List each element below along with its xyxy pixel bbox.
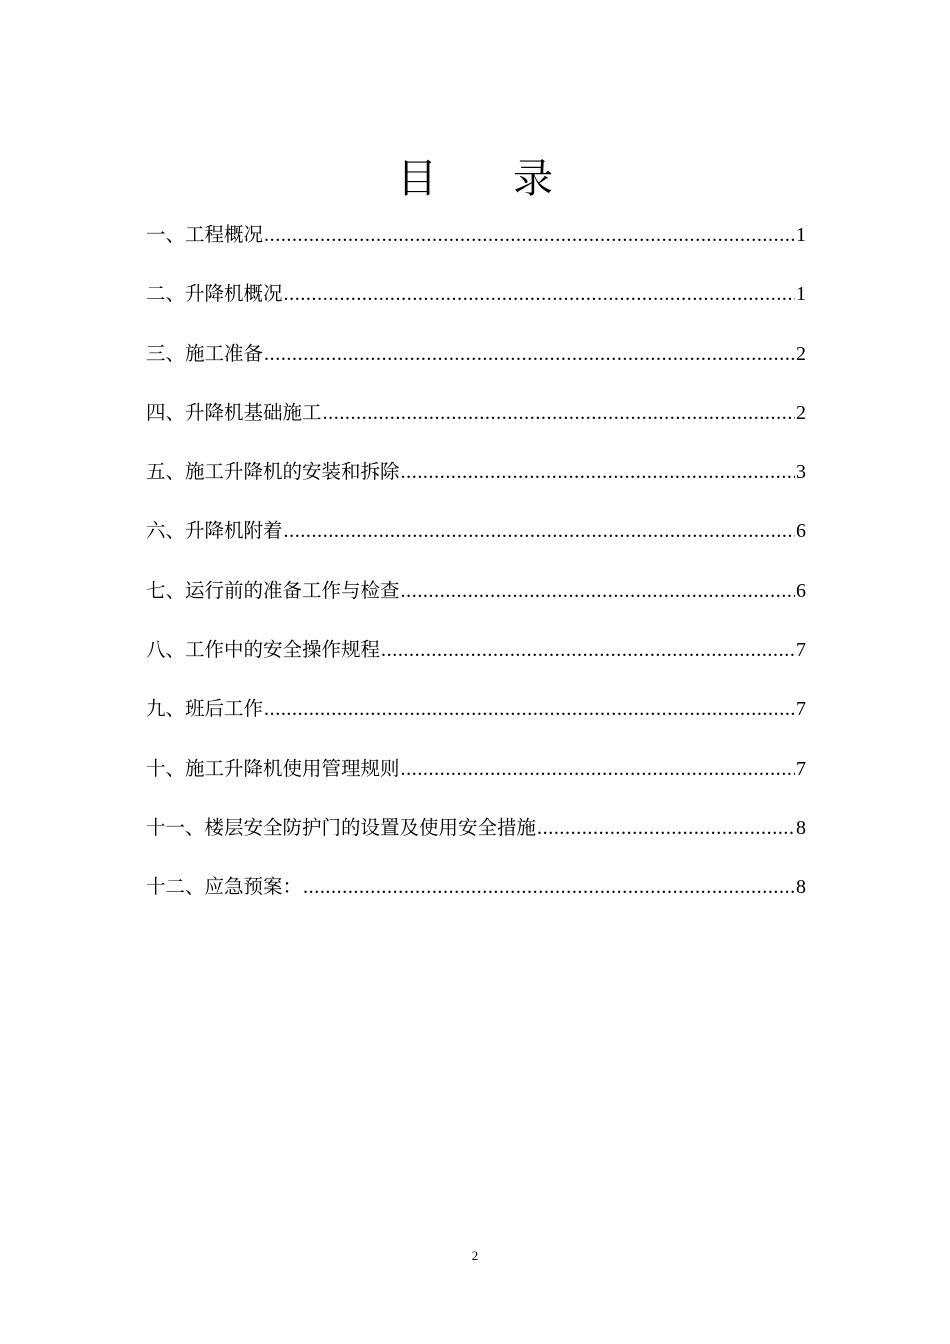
toc-entry[interactable] [146,395,806,454]
toc-entry-title: 七、运行前的准备工作与检查 [146,578,400,602]
toc-page-number: 1 [796,224,806,246]
toc-page-number: 6 [796,579,806,602]
toc-entry-title: 五、施工升降机的安装和拆除 [146,460,400,484]
toc-dot-leader [381,632,795,668]
toc-dot-leader [401,751,795,787]
toc-dot-leader [264,691,795,727]
toc-entry[interactable] [146,573,806,632]
toc-list [146,217,806,929]
toc-page-number: 1 [796,283,806,306]
toc-entry[interactable] [146,691,806,750]
toc-dot-leader [303,869,795,905]
toc-page-number: 7 [796,698,806,721]
footer-page-number: 2 [471,1248,479,1263]
toc-dot-leader [323,395,795,431]
toc-entry[interactable] [146,810,806,869]
toc-page-number: 3 [796,461,806,484]
toc-page-number: 7 [796,639,806,662]
toc-dot-leader [401,573,795,609]
toc-entry[interactable] [146,513,806,572]
toc-entry-title: 三、施工准备 [146,341,264,365]
toc-entry-title: 六、升降机附着 [146,519,283,543]
toc-dot-leader [284,276,795,312]
toc-title: 目录 [397,155,629,202]
toc-entry[interactable] [146,454,806,513]
toc-entry-title: 十二、应急预案： [146,875,303,899]
toc-dot-leader [284,513,795,549]
toc-entry[interactable] [146,217,806,276]
toc-entry-title: 九、班后工作 [146,697,264,721]
toc-dot-leader [537,810,795,846]
toc-dot-leader [264,336,795,372]
toc-dot-leader [264,217,795,253]
toc-entry[interactable] [146,751,806,810]
toc-entry-title: 十、施工升降机使用管理规则 [146,756,400,780]
toc-entry[interactable] [146,276,806,335]
toc-dot-leader [401,454,795,490]
toc-page-number: 2 [796,401,806,424]
toc-entry-title: 二、升降机概况 [146,282,283,306]
toc-entry[interactable] [146,336,806,395]
toc-page-number: 2 [796,342,806,365]
toc-page-number: 8 [796,876,806,899]
toc-entry[interactable] [146,632,806,691]
toc-page-number: 6 [796,520,806,543]
toc-entry[interactable] [146,869,806,928]
toc-entry-title: 十一、楼层安全防护门的设置及使用安全措施 [146,815,537,839]
toc-entry-title: 一、工程概况 [146,223,264,246]
toc-page-number: 7 [796,757,806,780]
toc-entry-title: 八、工作中的安全操作规程 [146,638,381,662]
toc-page-number: 8 [796,816,806,839]
toc-entry-title: 四、升降机基础施工 [146,400,322,424]
